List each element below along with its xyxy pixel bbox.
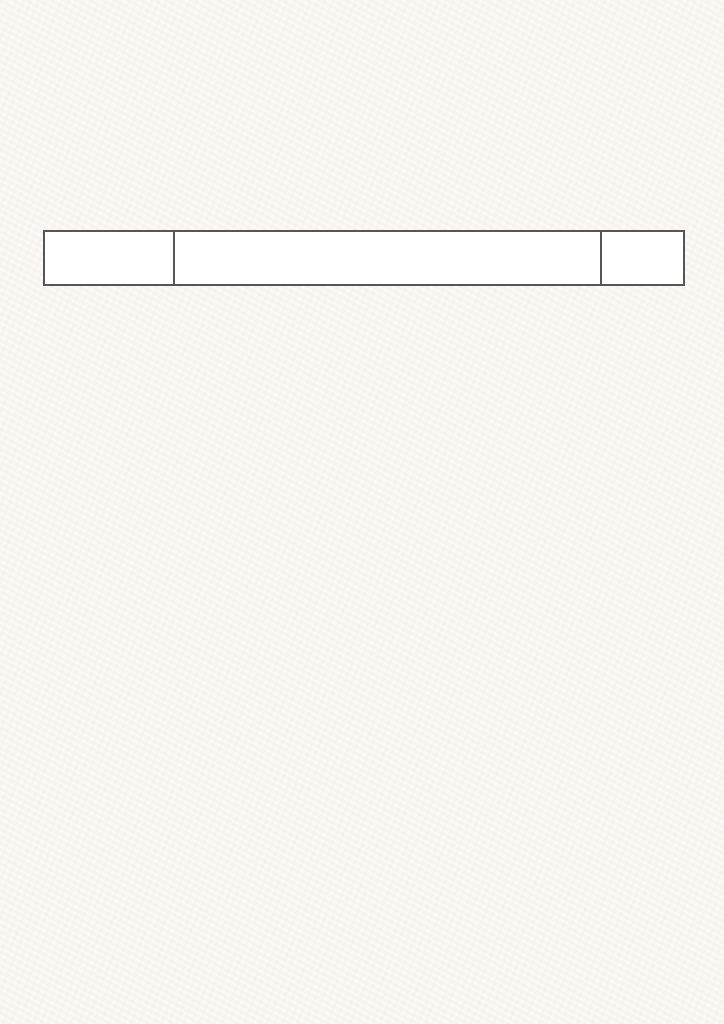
left-floral-decoration <box>0 554 60 1024</box>
title-block <box>0 0 724 62</box>
header-topic <box>174 231 601 285</box>
right-floral-decoration <box>664 674 724 1024</box>
bottom-floral-meadow-decoration <box>0 914 724 1024</box>
header-audience <box>601 231 684 285</box>
header-date <box>44 231 174 285</box>
table-header-row <box>44 231 684 285</box>
events-table <box>43 230 685 286</box>
